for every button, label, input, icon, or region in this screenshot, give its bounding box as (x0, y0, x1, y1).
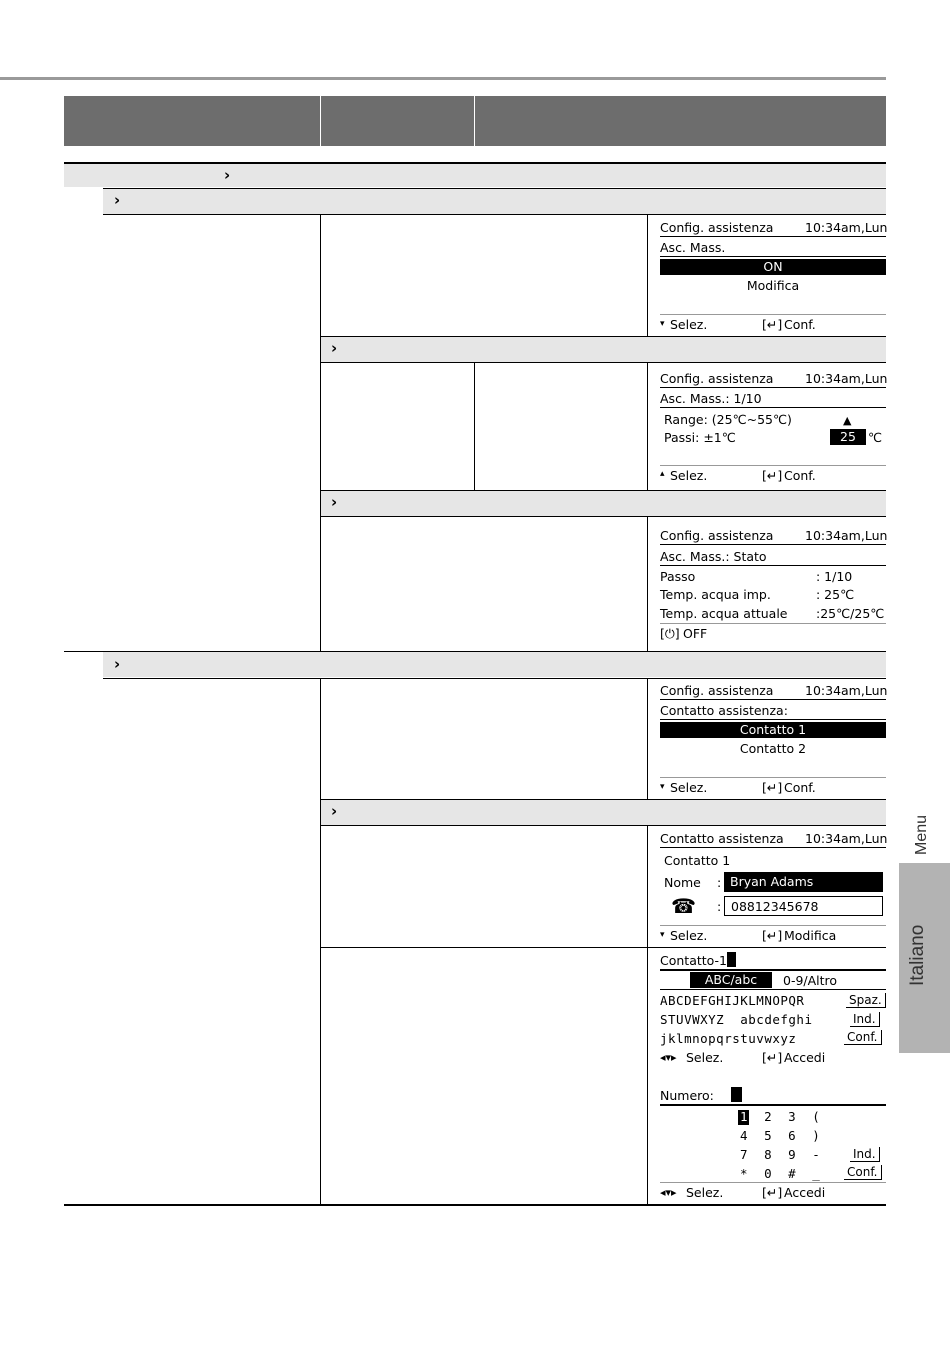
enter-key-icon: [↵] (762, 1185, 783, 1200)
contact-label: Contatto 1 (664, 853, 731, 868)
chevron-right-icon: › (114, 655, 121, 673)
status-label: Temp. acqua attuale (660, 606, 788, 621)
keypad-row[interactable]: * 0 # _ (740, 1166, 821, 1181)
screen-rule (660, 699, 886, 700)
enter-key-icon: [↵] (762, 780, 783, 795)
footer-confirm: Conf. (784, 468, 816, 483)
keyboard-row[interactable]: ABCDEFGHIJKLMNOPQR (660, 993, 805, 1008)
screen-title: Contatto-1 (660, 953, 728, 968)
column-divider (647, 214, 648, 336)
side-tab-menu[interactable] (899, 790, 950, 860)
screen-subtitle: Asc. Mass. (660, 240, 726, 255)
screen-rule (660, 256, 886, 257)
chevron-right-icon: › (114, 191, 121, 209)
subsection-row-2 (321, 336, 886, 362)
footer-select: Selez. (670, 317, 708, 332)
screen-time: 10:34am,Lun (805, 220, 888, 235)
side-tab-language-label: Italiano (907, 924, 928, 986)
screen-time: 10:34am,Lun (805, 371, 888, 386)
column-divider (647, 362, 648, 490)
screen-time: 10:34am,Lun (805, 528, 888, 543)
screen-subtitle: Asc. Mass.: Stato (660, 549, 767, 564)
chevron-right-icon: › (331, 802, 338, 820)
name-label: Nome (664, 875, 701, 890)
phone-value: 08812345678 (731, 899, 819, 914)
screen-time: 10:34am,Lun (805, 683, 888, 698)
menu-option[interactable]: Contatto 2 (739, 741, 807, 756)
confirm-button[interactable]: Conf. (844, 1165, 882, 1180)
enter-key-icon: [↵] (762, 1050, 783, 1065)
temperature-value[interactable]: 25 (830, 429, 866, 445)
status-label: Temp. acqua imp. (660, 587, 771, 602)
top-rule (0, 77, 886, 80)
row-divider (321, 362, 886, 363)
arrow-up-icon: ▴ (660, 469, 665, 479)
subsection-row-4 (103, 652, 886, 677)
screen-title: Config. assistenza (660, 683, 774, 698)
status-value: : 25℃ (816, 587, 855, 602)
row-divider (321, 825, 886, 826)
keypad-row[interactable]: 1 2 3 ( (740, 1109, 821, 1124)
arrow-down-icon: ▾ (660, 782, 665, 792)
footer-select: Selez. (686, 1185, 724, 1200)
screen-rule (660, 1104, 886, 1106)
side-tab-menu-label: Menu (913, 814, 930, 855)
footer-confirm: Conf. (784, 317, 816, 332)
column-divider (320, 678, 321, 1205)
screen-title: Numero: (660, 1088, 714, 1103)
phone-field[interactable] (724, 896, 883, 916)
keypad-row[interactable]: 7 8 9 - (740, 1147, 821, 1162)
column-divider (320, 214, 321, 652)
footer-edit: Modifica (784, 928, 837, 943)
screen-rule (660, 565, 886, 566)
footer-enter: Accedi (784, 1185, 826, 1200)
menu-option[interactable]: Modifica (746, 278, 800, 293)
off-label: OFF (683, 626, 708, 641)
row-divider (321, 516, 886, 517)
screen-rule (660, 387, 886, 388)
screen-rule (660, 236, 886, 237)
step-text: Passi: ±1℃ (664, 430, 736, 445)
screen-rule (660, 969, 886, 971)
section-row-1 (64, 164, 886, 187)
screen-rule (660, 777, 886, 778)
screen-rule (660, 989, 886, 990)
keypad-row[interactable]: 4 5 6 ) (740, 1128, 821, 1143)
screen-rule (660, 465, 886, 466)
table-bottom-rule (64, 1204, 886, 1206)
text-cursor (727, 952, 736, 967)
subsection-row-1 (103, 188, 886, 214)
status-value: :25℃/25℃ (816, 606, 885, 621)
colon: : (717, 875, 722, 890)
text-cursor (731, 1087, 742, 1102)
row-divider (103, 214, 886, 215)
name-value: Bryan Adams (730, 874, 814, 889)
arrows-icon: ◂▾▸ (660, 1186, 677, 1199)
table-header-cell-3 (475, 96, 886, 146)
screen-rule (660, 314, 886, 315)
chevron-right-icon: › (331, 339, 338, 357)
column-divider (474, 362, 475, 490)
range-text: Range: (25℃~55℃) (664, 412, 792, 427)
keypad-row-rest: 2 3 ( (748, 1109, 821, 1124)
name-field[interactable] (724, 872, 883, 892)
footer-confirm: Conf. (784, 780, 816, 795)
keyboard-row[interactable]: jklmnopqrstuvwxyz (660, 1031, 797, 1046)
tab-numeric[interactable]: 0-9/Altro (783, 973, 838, 988)
arrow-down-icon: ▾ (660, 319, 665, 329)
screen-rule (660, 544, 886, 545)
enter-key-icon: [↵] (762, 928, 783, 943)
table-header-cell-1 (64, 96, 320, 146)
enter-key-icon: [↵] (762, 317, 783, 332)
telephone-icon: ☎ (671, 894, 696, 918)
row-divider (103, 678, 886, 679)
selected-option[interactable]: Contatto 1 (660, 722, 886, 738)
temperature-unit: ℃ (868, 430, 883, 445)
screen-title: Config. assistenza (660, 528, 774, 543)
screen-subtitle: Asc. Mass.: 1/10 (660, 391, 762, 406)
footer-select: Selez. (686, 1050, 724, 1065)
back-button[interactable]: Ind. (850, 1147, 880, 1162)
power-icon: [⏻] (660, 626, 680, 641)
arrow-down-icon: ▾ (660, 930, 665, 940)
screen-rule (660, 407, 886, 408)
arrow-up-icon[interactable]: ▲ (843, 414, 852, 427)
column-divider (647, 516, 648, 651)
back-button[interactable]: Ind. (850, 1012, 880, 1027)
footer-select: Selez. (670, 468, 708, 483)
status-label: Passo (660, 569, 696, 584)
subsection-row-3 (321, 490, 886, 516)
screen-title: Config. assistenza (660, 220, 774, 235)
screen-title: Config. assistenza (660, 371, 774, 386)
chevron-right-icon: › (224, 166, 231, 184)
column-divider (647, 825, 648, 1205)
colon: : (717, 899, 722, 914)
screen-subtitle: Contatto assistenza: (660, 703, 788, 718)
tab-alpha[interactable]: ABC/abc (690, 972, 772, 988)
selected-option[interactable]: ON (660, 259, 886, 275)
screen-rule (660, 623, 886, 624)
row-divider (321, 947, 886, 948)
footer-enter: Accedi (784, 1050, 826, 1065)
confirm-button[interactable]: Conf. (844, 1030, 882, 1045)
footer-select: Selez. (670, 928, 708, 943)
arrows-icon: ◂▾▸ (660, 1051, 677, 1064)
screen-title: Contatto assistenza (660, 831, 784, 846)
table-header-cell-2 (321, 96, 474, 146)
status-value: : 1/10 (816, 569, 853, 584)
side-tab-language[interactable] (899, 863, 950, 1053)
subsection-row-5 (321, 799, 886, 825)
keyboard-row[interactable]: STUVWXYZ abcdefghi (660, 1012, 813, 1027)
screen-rule (660, 719, 886, 720)
footer-select: Selez. (670, 780, 708, 795)
screen-rule (660, 925, 886, 926)
space-button[interactable]: Spaz. (846, 993, 886, 1008)
column-divider (647, 678, 648, 799)
enter-key-icon: [↵] (762, 468, 783, 483)
screen-rule (660, 847, 886, 848)
chevron-right-icon: › (331, 493, 338, 511)
screen-time: 10:34am,Lun (805, 831, 888, 846)
screen-rule (660, 1182, 886, 1183)
